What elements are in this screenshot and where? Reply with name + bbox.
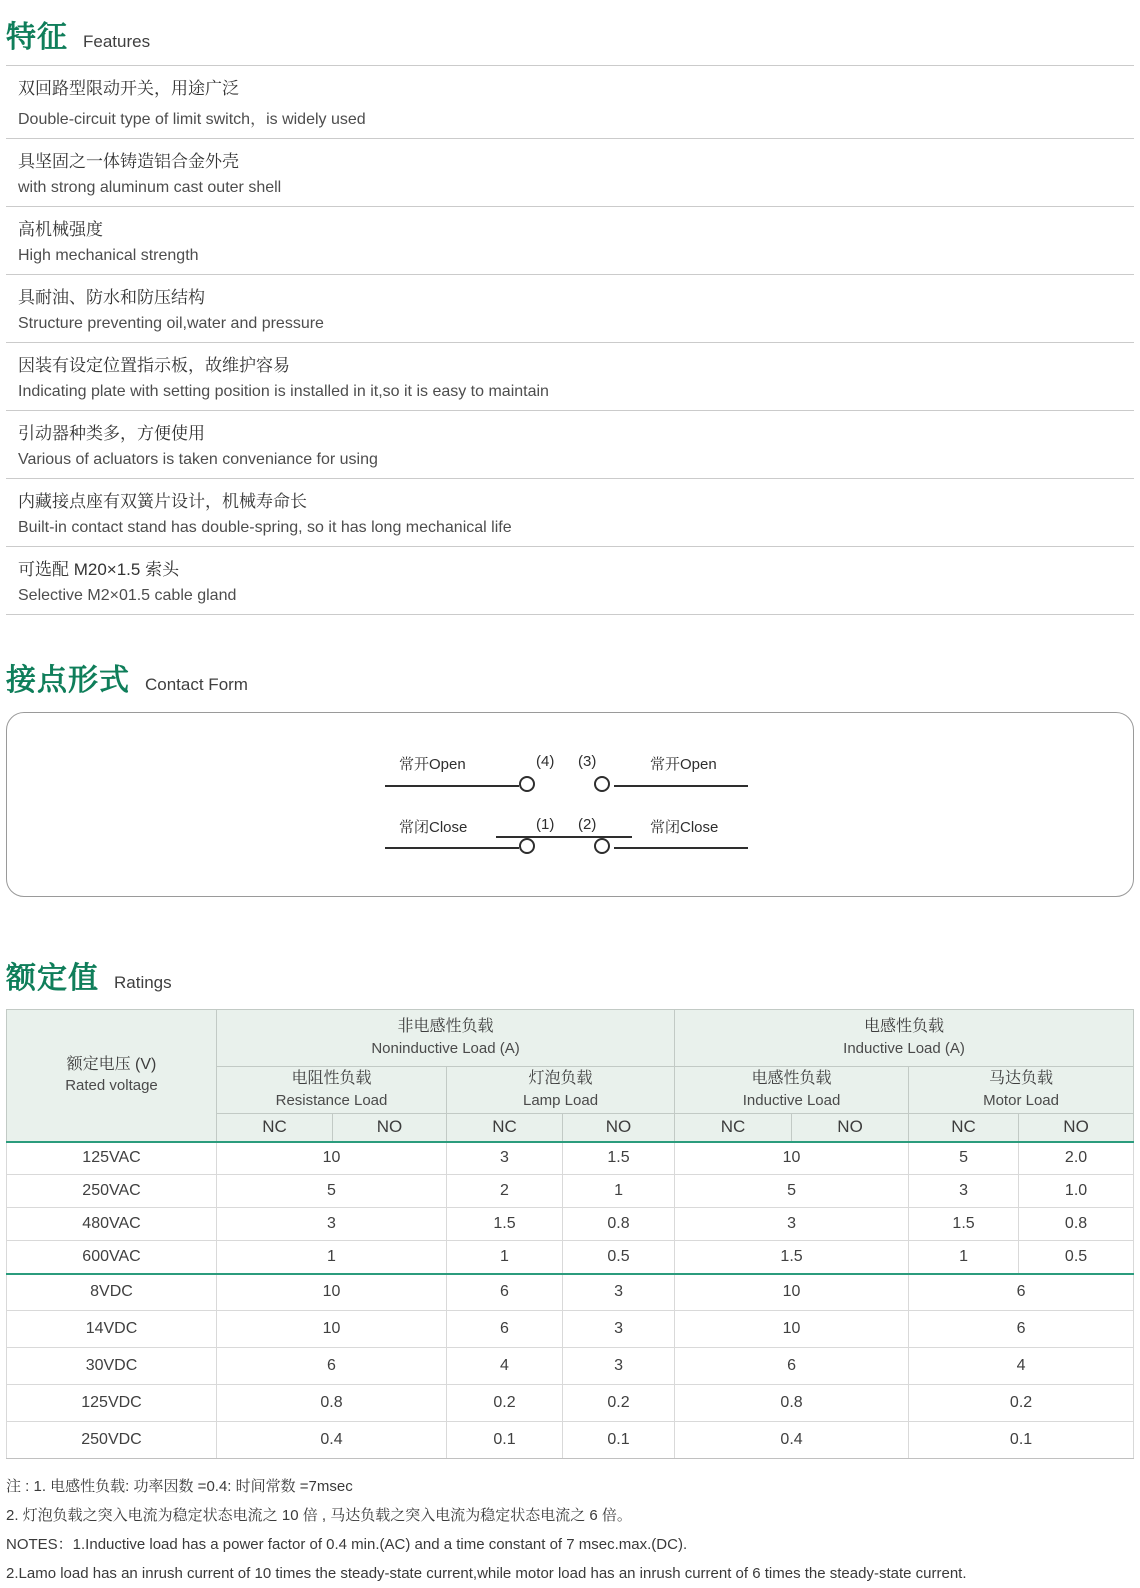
rating-row bbox=[7, 1175, 1134, 1208]
notes bbox=[6, 1472, 1134, 1588]
sub-inductive-en: Inductive Load bbox=[742, 1092, 841, 1109]
rating-value-cell: 2 bbox=[447, 1175, 563, 1208]
feature-text-en: Built-in contact stand has double-spring, so it has long mechanical life bbox=[18, 519, 512, 536]
sub-motor-en: Motor Load bbox=[983, 1092, 1059, 1109]
rating-value-cell: 3 bbox=[909, 1175, 1019, 1208]
no-header: NO bbox=[333, 1114, 447, 1142]
rating-value-cell: 10 bbox=[217, 1274, 447, 1311]
rating-value-cell: 1.5 bbox=[909, 1208, 1019, 1241]
group-inductive-en: Inductive Load (A) bbox=[843, 1040, 965, 1057]
feature-text-zh: 双回路型限动开关，用途广泛 bbox=[18, 79, 239, 98]
rating-value-cell: 0.5 bbox=[1019, 1241, 1134, 1274]
note-line: 注 : 1. 电感性负载: 功率因数 =0.4: 时间常数 =7msec bbox=[6, 1478, 353, 1495]
rating-value-cell: 10 bbox=[217, 1142, 447, 1175]
contact-form-title-zh: 接点形式 bbox=[6, 664, 130, 697]
feature-text-en: Selective M2×01.5 cable gland bbox=[18, 587, 237, 604]
rating-value-cell: 3 bbox=[563, 1348, 675, 1385]
feature-text-en: with strong aluminum cast outer shell bbox=[18, 179, 282, 196]
feature-text-zh: 高机械强度 bbox=[18, 220, 103, 239]
ratings-tbody bbox=[7, 1142, 1134, 1459]
rating-value-cell: 6 bbox=[447, 1311, 563, 1348]
nc-header: NC bbox=[217, 1114, 333, 1142]
group-noninductive-en: Noninductive Load (A) bbox=[371, 1040, 520, 1057]
rating-row bbox=[7, 1208, 1134, 1241]
rating-value-cell: 1.5 bbox=[447, 1208, 563, 1241]
sub-motor-zh: 马达负载 bbox=[989, 1070, 1054, 1088]
note-line: NOTES：1.Inductive load has a power factor of 0.4 min.(AC) and a time constant of 7 msec.max.(DC). bbox=[6, 1536, 688, 1553]
rating-value-cell: 1.5 bbox=[563, 1142, 675, 1175]
rating-value-cell: 3 bbox=[563, 1311, 675, 1348]
rating-value-cell: 1 bbox=[447, 1241, 563, 1274]
contact-terminal-2 bbox=[594, 838, 610, 854]
features-title bbox=[6, 12, 1134, 56]
rating-row bbox=[7, 1422, 1134, 1459]
rating-value-cell: 0.8 bbox=[217, 1385, 447, 1422]
sub-inductive-cell bbox=[675, 1067, 909, 1114]
rating-value-cell: 0.2 bbox=[447, 1385, 563, 1422]
rating-value-cell: 3 bbox=[217, 1208, 447, 1241]
voltage-header-en: Rated voltage bbox=[65, 1077, 158, 1095]
feature-list bbox=[6, 65, 1134, 615]
bridge-bar bbox=[496, 836, 632, 838]
group-inductive-cell bbox=[675, 1010, 1134, 1067]
rating-row bbox=[7, 1311, 1134, 1348]
sub-resistance-en: Resistance Load bbox=[275, 1092, 388, 1109]
nc-header: NC bbox=[675, 1114, 792, 1142]
rating-row bbox=[7, 1241, 1134, 1274]
nc-header: NC bbox=[447, 1114, 563, 1142]
contact-terminal-4 bbox=[519, 776, 535, 792]
ratings-table bbox=[6, 1009, 1134, 1459]
ratings-title bbox=[6, 953, 1134, 997]
rating-value-cell: 1 bbox=[909, 1241, 1019, 1274]
rating-value-cell: 1 bbox=[217, 1241, 447, 1274]
voltage-cell: 250VDC bbox=[7, 1422, 217, 1459]
rating-value-cell: 0.4 bbox=[217, 1422, 447, 1459]
feature-text-zh: 具耐油、防水和防压结构 bbox=[18, 288, 205, 307]
voltage-cell: 250VAC bbox=[7, 1175, 217, 1208]
open-label-right: 常开Open bbox=[650, 756, 717, 773]
note-line: 2.Lamo load has an inrush current of 10 times the steady-state current,while motor load has an inrush current of 6 times the steady-state current. bbox=[6, 1565, 967, 1582]
voltage-header-cell bbox=[7, 1010, 217, 1142]
rating-value-cell: 6 bbox=[447, 1274, 563, 1311]
rating-value-cell: 1.5 bbox=[675, 1241, 909, 1274]
close-label-right: 常闭Close bbox=[650, 819, 719, 836]
rating-value-cell: 4 bbox=[447, 1348, 563, 1385]
note-line: 2. 灯泡负载之突入电流为稳定状态电流之 10 倍 , 马达负载之突入电流为稳定状态电流之 6 倍。 bbox=[6, 1507, 632, 1524]
rating-value-cell: 0.8 bbox=[563, 1208, 675, 1241]
rating-value-cell: 10 bbox=[675, 1274, 909, 1311]
no-header: NO bbox=[1019, 1114, 1134, 1142]
nc-header: NC bbox=[909, 1114, 1019, 1142]
ratings-header bbox=[7, 1010, 1134, 1142]
voltage-cell: 480VAC bbox=[7, 1208, 217, 1241]
ratings-title-zh: 额定值 bbox=[6, 962, 99, 995]
feature-item bbox=[6, 275, 1134, 343]
wire-open-right bbox=[614, 785, 748, 787]
rating-value-cell: 0.1 bbox=[447, 1422, 563, 1459]
feature-text-zh: 因装有设定位置指示板，故维护容易 bbox=[18, 356, 290, 375]
contact-form-section bbox=[6, 655, 1134, 897]
feature-item bbox=[6, 343, 1134, 411]
rating-row bbox=[7, 1142, 1134, 1175]
wire-close-right bbox=[614, 847, 748, 849]
terminal-4-label: (4) bbox=[536, 753, 555, 770]
feature-item bbox=[6, 66, 1134, 139]
terminal-2-label: (2) bbox=[578, 816, 597, 833]
rating-value-cell: 2.0 bbox=[1019, 1142, 1134, 1175]
voltage-cell: 30VDC bbox=[7, 1348, 217, 1385]
rating-value-cell: 1 bbox=[563, 1175, 675, 1208]
rating-value-cell: 6 bbox=[675, 1348, 909, 1385]
feature-text-en: Structure preventing oil,water and pressure bbox=[18, 315, 324, 332]
feature-item bbox=[6, 479, 1134, 547]
rating-row bbox=[7, 1348, 1134, 1385]
feature-text-en: Indicating plate with setting position is installed in it,so it is easy to maintain bbox=[18, 383, 549, 400]
feature-text-en: Double-circuit type of limit switch，is widely used bbox=[18, 111, 366, 128]
sub-lamp-en: Lamp Load bbox=[522, 1092, 599, 1109]
rating-value-cell: 10 bbox=[675, 1142, 909, 1175]
rating-value-cell: 0.2 bbox=[909, 1385, 1134, 1422]
ratings-section bbox=[6, 953, 1134, 1459]
rating-value-cell: 1.0 bbox=[1019, 1175, 1134, 1208]
contact-diagram bbox=[6, 712, 1134, 897]
wire-close-left bbox=[385, 847, 519, 849]
features-title-en: Features bbox=[83, 32, 151, 51]
ratings-title-en: Ratings bbox=[114, 973, 172, 992]
rating-value-cell: 6 bbox=[909, 1311, 1134, 1348]
voltage-cell: 8VDC bbox=[7, 1274, 217, 1311]
features-title-zh: 特征 bbox=[6, 21, 68, 54]
rating-value-cell: 10 bbox=[217, 1311, 447, 1348]
rating-value-cell: 6 bbox=[217, 1348, 447, 1385]
rating-value-cell: 0.8 bbox=[675, 1385, 909, 1422]
feature-text-en: Various of acluators is taken conveniance for using bbox=[18, 451, 378, 468]
contact-terminal-1 bbox=[519, 838, 535, 854]
feature-item bbox=[6, 547, 1134, 615]
voltage-cell: 125VAC bbox=[7, 1142, 217, 1175]
feature-text-zh: 引动器种类多，方便使用 bbox=[18, 424, 205, 443]
rating-value-cell: 0.1 bbox=[563, 1422, 675, 1459]
no-header: NO bbox=[792, 1114, 909, 1142]
voltage-header-zh: 额定电压 (V) bbox=[66, 1055, 157, 1073]
feature-text-zh: 具坚固之一体铸造铝合金外壳 bbox=[18, 152, 239, 171]
rating-value-cell: 4 bbox=[909, 1348, 1134, 1385]
contact-form-title bbox=[6, 655, 1134, 699]
close-label-left: 常闭Close bbox=[399, 819, 468, 836]
terminal-1-label: (1) bbox=[536, 816, 555, 833]
voltage-cell: 14VDC bbox=[7, 1311, 217, 1348]
datasheet-page bbox=[6, 0, 1134, 1588]
group-inductive-zh: 电感性负载 bbox=[864, 1018, 945, 1036]
feature-text-en: High mechanical strength bbox=[18, 247, 199, 264]
contact-terminal-3 bbox=[594, 776, 610, 792]
rating-value-cell: 0.8 bbox=[1019, 1208, 1134, 1241]
rating-value-cell: 0.5 bbox=[563, 1241, 675, 1274]
rating-value-cell: 5 bbox=[217, 1175, 447, 1208]
no-header: NO bbox=[563, 1114, 675, 1142]
rating-value-cell: 5 bbox=[675, 1175, 909, 1208]
rating-value-cell: 0.1 bbox=[909, 1422, 1134, 1459]
sub-inductive-zh: 电感性负载 bbox=[751, 1070, 832, 1088]
sub-resistance-zh: 电阻性负载 bbox=[291, 1070, 372, 1088]
wire-open-left bbox=[385, 785, 519, 787]
rating-value-cell: 3 bbox=[675, 1208, 909, 1241]
rating-value-cell: 0.2 bbox=[563, 1385, 675, 1422]
voltage-cell: 125VDC bbox=[7, 1385, 217, 1422]
open-label-left: 常开Open bbox=[399, 756, 466, 773]
features-section bbox=[6, 12, 1134, 615]
voltage-cell: 600VAC bbox=[7, 1241, 217, 1274]
feature-item bbox=[6, 207, 1134, 275]
rating-row bbox=[7, 1274, 1134, 1311]
rating-value-cell: 5 bbox=[909, 1142, 1019, 1175]
feature-item bbox=[6, 139, 1134, 207]
rating-value-cell: 0.4 bbox=[675, 1422, 909, 1459]
rating-value-cell: 10 bbox=[675, 1311, 909, 1348]
group-noninductive-zh: 非电感性负载 bbox=[397, 1018, 494, 1036]
contact-form-title-en: Contact Form bbox=[145, 675, 248, 694]
rating-value-cell: 6 bbox=[909, 1274, 1134, 1311]
feature-item bbox=[6, 411, 1134, 479]
sub-lamp-cell bbox=[447, 1067, 675, 1114]
sub-resistance-cell bbox=[217, 1067, 447, 1114]
feature-text-zh: 可选配 M20×1.5 索头 bbox=[18, 560, 180, 579]
feature-text-zh: 内藏接点座有双簧片设计，机械寿命长 bbox=[18, 492, 307, 511]
rating-value-cell: 3 bbox=[563, 1274, 675, 1311]
rating-row bbox=[7, 1385, 1134, 1422]
sub-motor-cell bbox=[909, 1067, 1134, 1114]
terminal-3-label: (3) bbox=[578, 753, 597, 770]
rating-value-cell: 3 bbox=[447, 1142, 563, 1175]
group-noninductive-cell bbox=[217, 1010, 675, 1067]
sub-lamp-zh: 灯泡负载 bbox=[528, 1070, 593, 1088]
